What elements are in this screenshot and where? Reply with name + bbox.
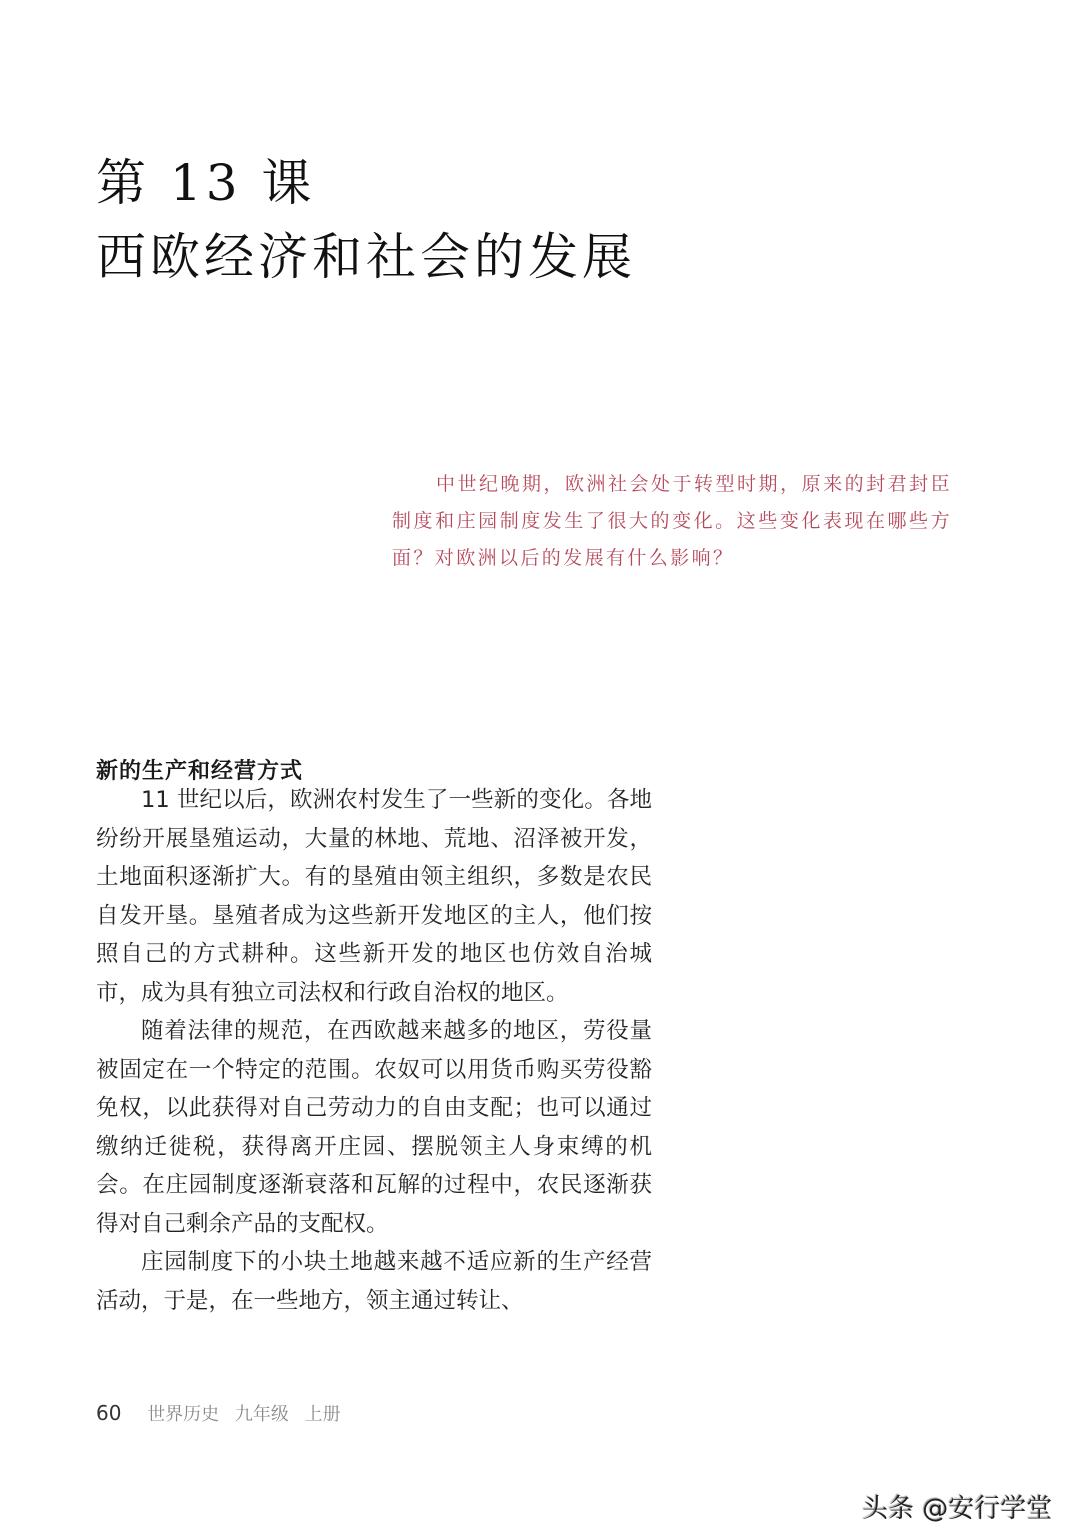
paragraph: 随着法律的规范，在西欧越来越多的地区，劳役量被固定在一个特定的范围。农奴可以用货币购买劳役豁免权，以此获得对自己劳动力的自由支配；也可以通过缴纳迁徙税，获得离开庄园、摆脱领主人身束缚的机会。在庄园制度逐渐衰落和瓦解的过程中，农民逐渐获得对自己剩余产品的支配权。: [96, 1018, 652, 1237]
lesson-name: 西欧经济和社会的发展: [96, 227, 636, 286]
page-footer: [96, 1400, 341, 1426]
lesson-number: 第 13 课: [96, 153, 316, 212]
grade-label: 九年级: [234, 1404, 289, 1425]
page-number: 60: [96, 1401, 122, 1425]
volume-label: 上册: [304, 1404, 341, 1425]
watermark: 头条 @安行学堂: [862, 1494, 1053, 1524]
lesson-intro: 中世纪晚期，欧洲社会处于转型时期，原来的封君封臣制度和庄园制度发生了很大的变化。这些变化表现在哪些方面？对欧洲以后的发展有什么影响？: [392, 473, 952, 569]
book-title: 世界历史: [147, 1404, 220, 1425]
paragraph: 庄园制度下的小块土地越来越不适应新的生产经营活动，于是，在一些地方，领主通过转让、: [96, 1249, 652, 1314]
paragraph: 11 世纪以后，欧洲农村发生了一些新的变化。各地纷纷开展垦殖运动，大量的林地、荒地、沼泽被开发，土地面积逐渐扩大。有的垦殖由领主组织，多数是农民自发开垦。垦殖者成为这些新开发地区的主人，他们按照自己的方式耕种。这些新开发的地区也仿效自治城市，成为具有独立司法权和行政自治权的地区。: [96, 787, 652, 1006]
lesson-title: [96, 146, 636, 294]
section-body: [96, 781, 652, 1320]
section-heading: 新的生产和经营方式: [96, 759, 304, 785]
